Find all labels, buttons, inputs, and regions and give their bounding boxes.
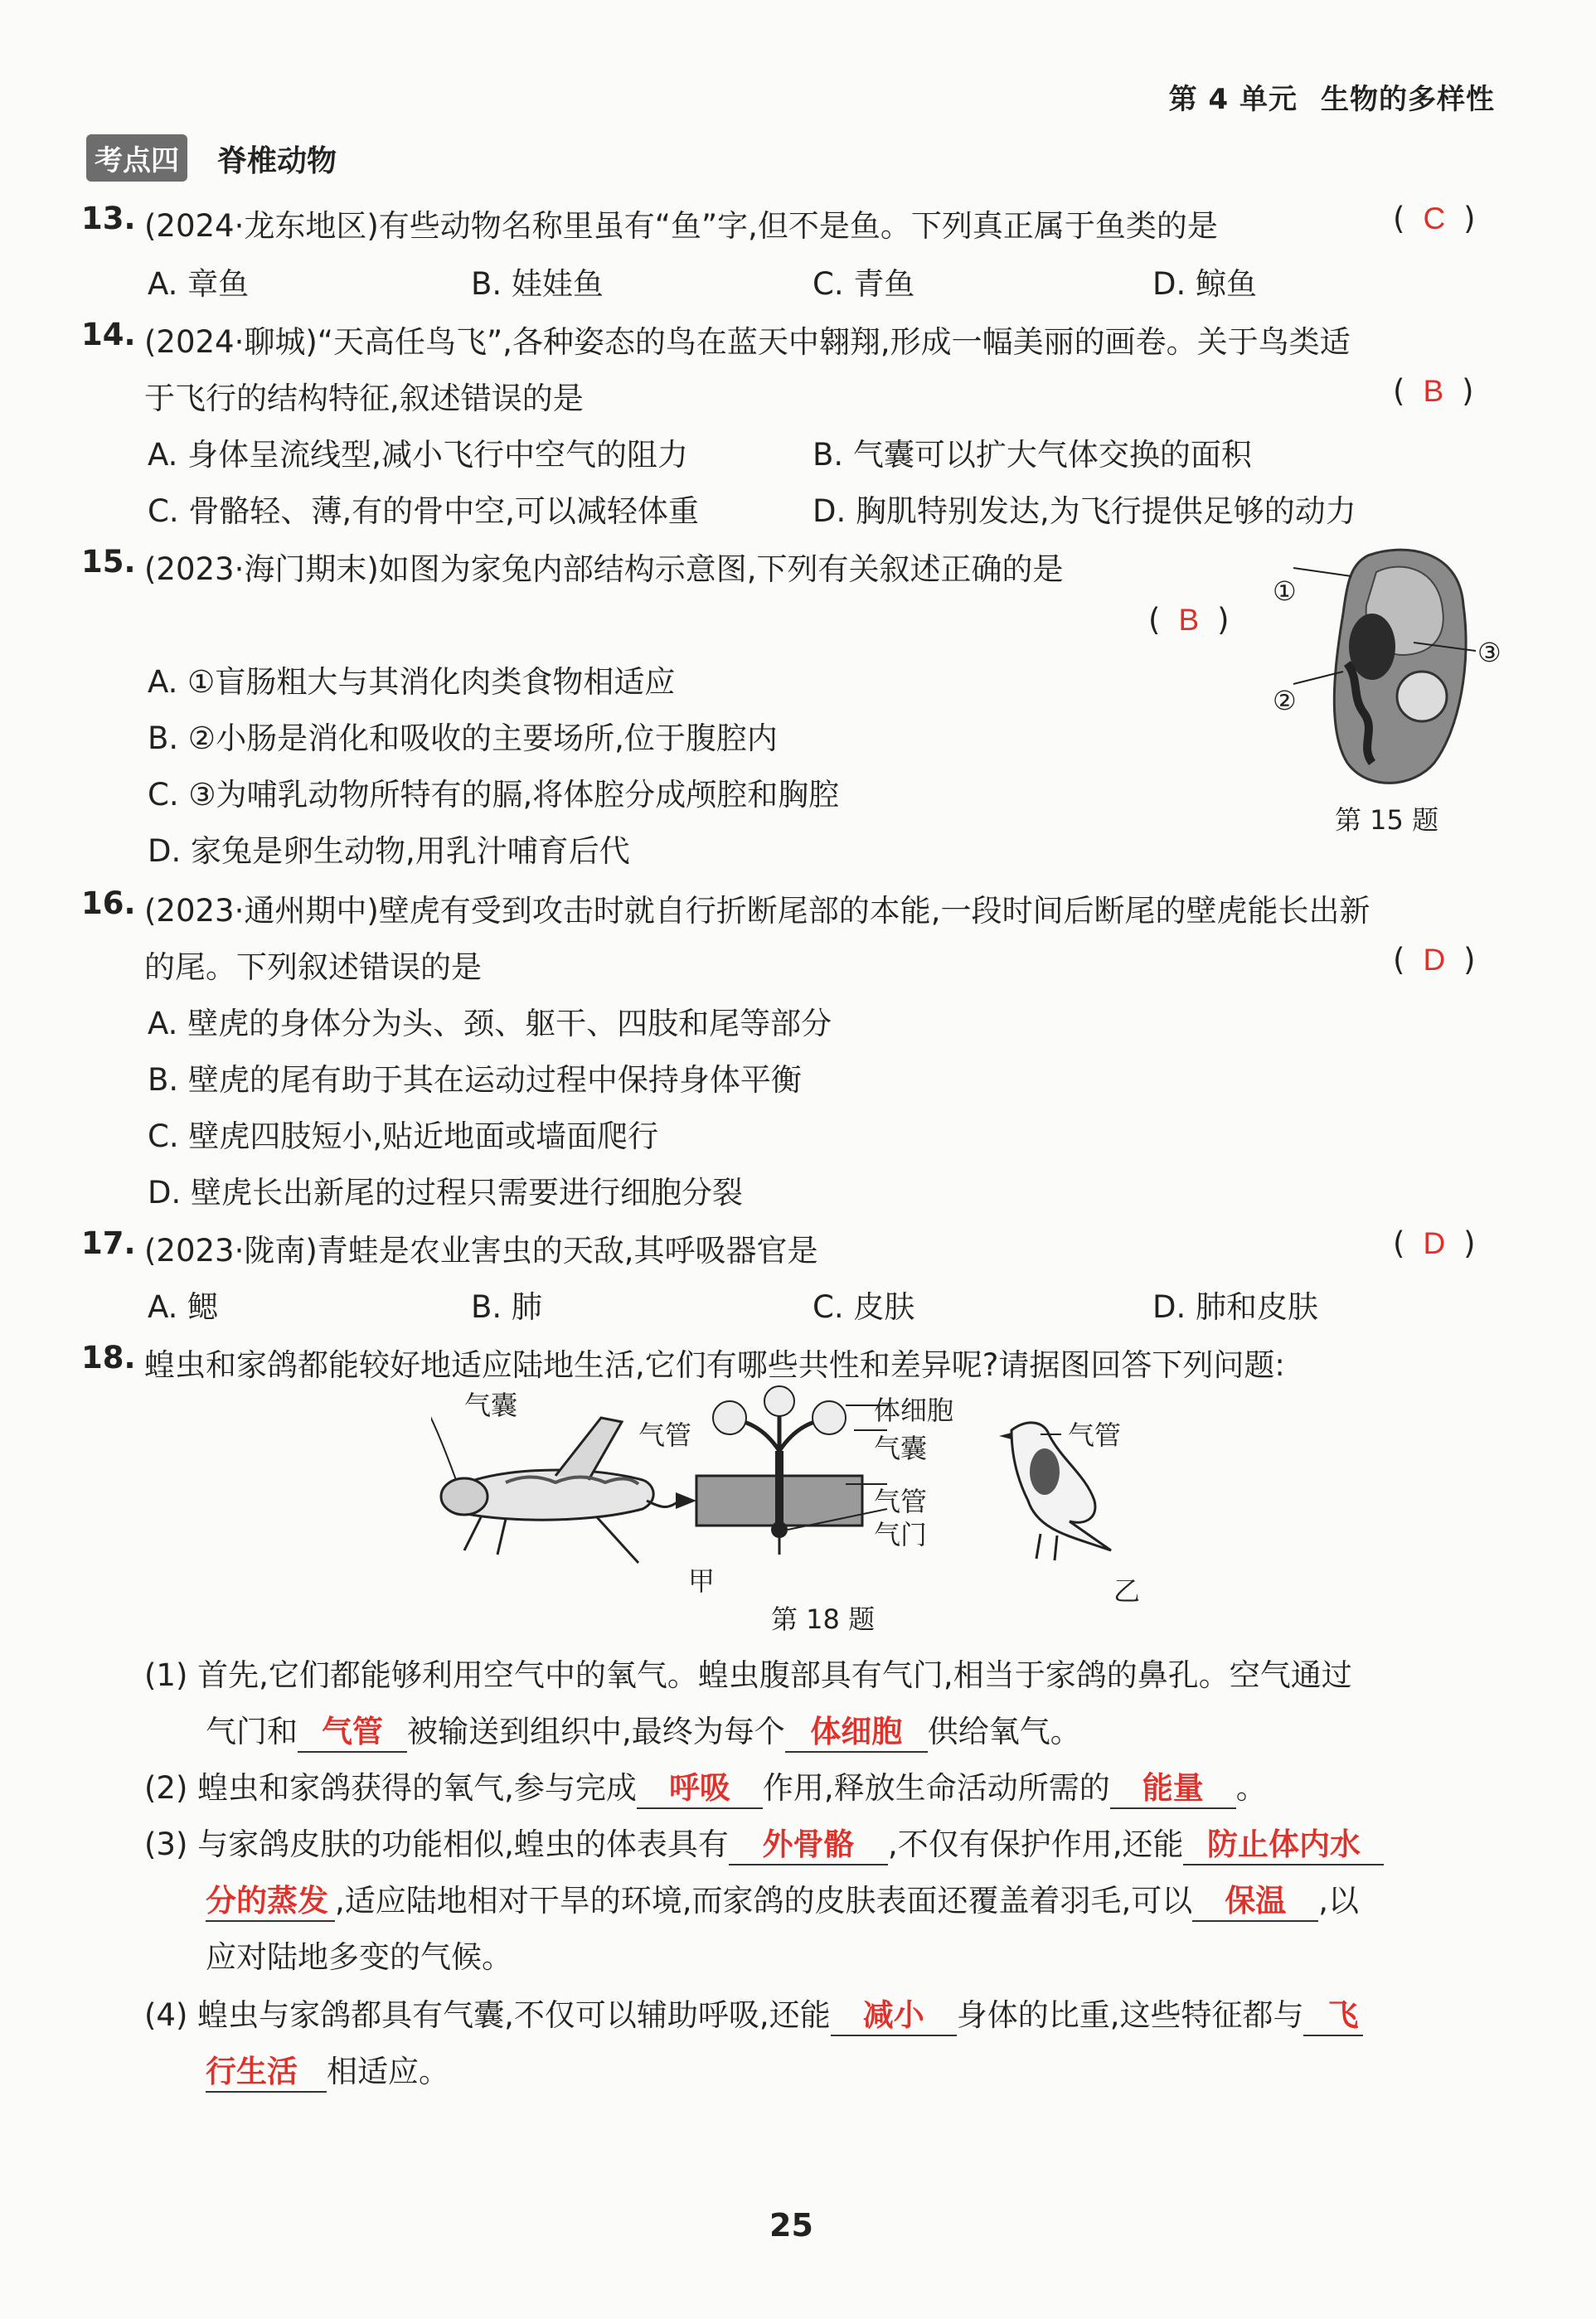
question-text: 蝗虫和家鸽都能较好地适应陆地生活,它们有哪些共性和差异呢?请据图回答下列问题: (144, 1347, 1285, 1383)
part-2-text (144, 1763, 1267, 1809)
part-3-text (144, 1819, 1384, 1865)
text: (3) 与家鸽皮肤的功能相似,蝗虫的体表具有 (144, 1827, 729, 1862)
spiracle (771, 1521, 788, 1538)
text: ,不仅有保护作用,还能 (887, 1827, 1184, 1862)
body-cell-3 (764, 1386, 794, 1416)
answer-bracket: ( B ) (1148, 602, 1230, 638)
option: A. 壁虎的身体分为头、颈、躯干、四肢和尾等部分 (148, 1006, 832, 1041)
label-qinang: 气囊 (874, 1433, 928, 1464)
grasshopper-leg (555, 1418, 622, 1480)
text: (4) 蝗虫与家鸽都具有气囊,不仅可以辅助呼吸,还能 (144, 1997, 831, 2033)
blank-answer: 能量 (1110, 1763, 1236, 1809)
answer-bracket: ( B ) (1393, 373, 1474, 409)
unit-number: 第 4 单元 (1168, 83, 1298, 116)
body-cell-2 (813, 1401, 846, 1434)
question-text: (2024·聊城)“天高任鸟飞”,各种姿态的鸟在蓝天中翱翔,形成一幅美丽的画卷。关于鸟类适 (144, 324, 1351, 360)
label-jia: 甲 (688, 1565, 716, 1597)
figure-caption: 第 15 题 (1335, 804, 1439, 836)
label-qiguan: 气管 (874, 1486, 928, 1517)
grasshopper-head (441, 1478, 488, 1515)
part-1-text: (1) 首先,它们都能够利用空气中的氧气。蝗虫腹部具有气门,相当于家鸽的鼻孔。空气通过 (144, 1657, 1352, 1693)
blank-answer: 减小 (831, 1990, 957, 2036)
question-number: 17. (81, 1225, 136, 1261)
label-line-1 (1293, 568, 1351, 576)
blank-answer: 飞 (1303, 1990, 1363, 2036)
question-text: 的尾。下列叙述错误的是 (144, 949, 482, 985)
blank-answer: 分的蒸发 (206, 1875, 335, 1922)
option: D. 鲸鱼 (1152, 266, 1258, 302)
label-tixibao: 体细胞 (874, 1395, 954, 1426)
text: 供给氧气。 (927, 1714, 1081, 1749)
answer-value: B (1423, 374, 1444, 408)
blank-answer: 行生活 (206, 2046, 327, 2093)
option: D. 家兔是卵生动物,用乳汁哺育后代 (148, 833, 630, 869)
figure-label-2: ② (1273, 685, 1297, 716)
option: C. ③为哺乳动物所特有的膈,将体腔分成颅腔和胸腔 (148, 777, 840, 813)
label-qinang: 气囊 (464, 1390, 518, 1421)
option: A. 身体呈流线型,减小飞行中空气的阻力 (148, 437, 688, 473)
part-1-line2 (206, 1706, 1081, 1753)
pigeon-beak (999, 1433, 1011, 1439)
pigeon-lungs (1030, 1448, 1060, 1495)
label-yi: 乙 (1113, 1575, 1141, 1607)
question-number: 18. (81, 1340, 136, 1375)
figure-label-1: ① (1273, 575, 1297, 607)
option: A. 章鱼 (148, 266, 250, 302)
figure-label-3: ③ (1477, 637, 1501, 668)
text: 。 (1235, 1770, 1267, 1806)
option: B. 娃娃鱼 (471, 266, 604, 302)
section-title: 脊椎动物 (217, 144, 337, 178)
text: ,适应陆地相对干旱的环境,而家鸽的皮肤表面还覆盖着羽毛,可以 (335, 1883, 1193, 1919)
answer-value: C (1423, 201, 1446, 235)
rabbit-intestine-coil (1397, 672, 1447, 721)
answer-bracket: ( C ) (1393, 201, 1476, 236)
option: A. 鳃 (148, 1289, 219, 1325)
pigeon-legs (1036, 1534, 1057, 1560)
page-number: 25 (769, 2207, 813, 2244)
arrow-head (676, 1492, 696, 1509)
body-cell-1 (713, 1401, 746, 1434)
option: C. 青鱼 (813, 266, 915, 302)
text: 作用,释放生命活动所需的 (762, 1770, 1110, 1806)
text: 气门和 (206, 1714, 298, 1749)
grasshopper-legs (464, 1517, 638, 1563)
answer-bracket: ( D ) (1393, 942, 1476, 978)
text: 被输送到组织中,最终为每个 (407, 1714, 785, 1749)
answer-bracket: ( D ) (1393, 1225, 1476, 1261)
respiration-diagram (431, 1385, 1194, 1575)
figure-caption: 第 18 题 (771, 1603, 876, 1635)
part-4-text (144, 1990, 1363, 2036)
blank-answer: 防止体内水 (1183, 1819, 1384, 1865)
question-text: 于飞行的结构特征,叙述错误的是 (144, 381, 584, 416)
option: C. 骨骼轻、薄,有的骨中空,可以减轻体重 (148, 493, 699, 529)
part-3-line2 (206, 1875, 1359, 1922)
text: ,以 (1318, 1883, 1360, 1919)
blank-answer: 气管 (298, 1706, 407, 1753)
unit-header (1146, 76, 1495, 117)
unit-title: 生物的多样性 (1321, 83, 1495, 116)
answer-value: D (1423, 1226, 1446, 1260)
label-qimen: 气门 (874, 1519, 928, 1550)
question-number: 15. (81, 544, 136, 580)
option: A. ①盲肠粗大与其消化肉类食物相适应 (148, 664, 676, 700)
question-number: 16. (81, 885, 136, 921)
label-qiguan: 气管 (1068, 1419, 1122, 1451)
blank-answer: 保温 (1192, 1875, 1318, 1922)
rabbit-liver-shape (1349, 614, 1395, 680)
rabbit-diagram (1269, 539, 1509, 813)
option: D. 肺和皮肤 (1152, 1289, 1319, 1325)
answer-value: D (1423, 943, 1446, 977)
option: D. 壁虎长出新尾的过程只需要进行细胞分裂 (148, 1175, 744, 1210)
question-text: (2023·陇南)青蛙是农业害虫的天敌,其呼吸器官是 (144, 1233, 818, 1269)
blank-answer: 体细胞 (785, 1706, 928, 1753)
blank-answer: 外骨骼 (729, 1819, 888, 1865)
option: C. 壁虎四肢短小,贴近地面或墙面爬行 (148, 1118, 659, 1154)
text: 身体的比重,这些特征都与 (956, 1997, 1304, 2033)
option: B. 壁虎的尾有助于其在运动过程中保持身体平衡 (148, 1062, 802, 1098)
question-text: (2024·龙东地区)有些动物名称里虽有“鱼”字,但不是鱼。下列真正属于鱼类的是 (144, 208, 1218, 244)
option: B. ②小肠是消化和吸收的主要场所,位于腹腔内 (148, 720, 778, 756)
text: 相适应。 (327, 2054, 449, 2089)
question-text: (2023·海门期末)如图为家兔内部结构示意图,下列有关叙述正确的是 (144, 551, 1064, 587)
section-tag: 考点四 (86, 134, 187, 182)
grasshopper-antenna (431, 1401, 456, 1480)
question-number: 13. (81, 201, 136, 236)
option: D. 胸肌特别发达,为飞行提供足够的动力 (813, 493, 1356, 529)
option: B. 气囊可以扩大气体交换的面积 (813, 437, 1252, 473)
label-qiguan: 气管 (638, 1419, 692, 1451)
question-text: (2023·通州期中)壁虎有受到攻击时就自行折断尾部的本能,一段时间后断尾的壁虎能长出新 (144, 893, 1370, 929)
option: B. 肺 (471, 1289, 542, 1325)
part-4-line2 (206, 2046, 449, 2093)
text: (2) 蝗虫和家鸽获得的氧气,参与完成 (144, 1770, 637, 1806)
blank-answer: 呼吸 (637, 1763, 763, 1809)
option: C. 皮肤 (813, 1289, 915, 1325)
answer-value: B (1178, 603, 1200, 637)
question-number: 14. (81, 317, 136, 352)
part-3-line3: 应对陆地多变的气候。 (206, 1939, 512, 1975)
